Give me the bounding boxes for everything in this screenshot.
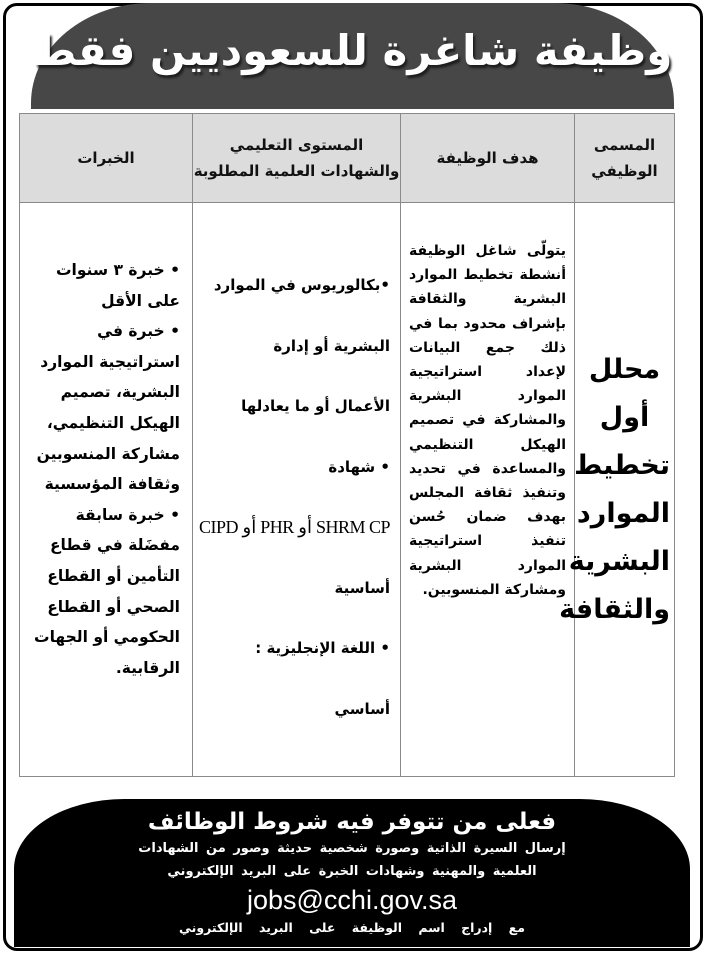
cell-experience: • خبرة ٣ سنوات على الأقل • خبرة في استراتيجية الموارد البشرية، تصميم الهيكل التنظيمي، مشاركة المنسوبين وثقافة المؤسسية • خبرة سابقة مفضَلة في قطاع التأمين أو القطاع الصحي أو القطاع الحكومي أو الجهات الرقابية. bbox=[20, 203, 193, 777]
footer-banner bbox=[14, 799, 690, 947]
cell-job-title: محلل أول تخطيط الموارد البشرية والثقافة bbox=[575, 203, 675, 777]
title-banner bbox=[31, 3, 674, 109]
cell-education: •بكالوريوس في الموارد البشرية أو إدارة الأعمال أو ما يعادلها • شهادة SHRM CP أو PHR أو CIPD أساسية • اللغة الإنجليزية : أساسي bbox=[193, 203, 401, 777]
page-title: وظيفة شاغرة للسعوديين فقط bbox=[32, 26, 673, 75]
header-job-title: المسمى الوظيفي bbox=[575, 114, 675, 203]
table-row bbox=[20, 203, 675, 777]
footer-instructions-line-3: مع إدراج اسم الوظيفة على البريد الإلكتروني bbox=[179, 920, 525, 935]
footer-instructions-line-2: العلمية والمهنية وشهادات الخبرة على البريد الإلكتروني bbox=[167, 864, 537, 879]
table-header-row bbox=[20, 114, 675, 203]
footer-heading: فعلى من تتوفر فيه شروط الوظائف bbox=[147, 809, 557, 835]
header-job-goal: هدف الوظيفة bbox=[401, 114, 575, 203]
header-experience: الخبرات bbox=[20, 114, 193, 203]
job-table bbox=[19, 113, 675, 777]
header-education: المستوى التعليمي والشهادات العلمية المطلوبة bbox=[193, 114, 401, 203]
application-email-link[interactable]: jobs@cchi.gov.sa bbox=[246, 885, 457, 915]
footer-instructions-line-1: إرسال السيرة الذاتية وصورة شخصية حديثة وصور من الشهادات bbox=[138, 841, 566, 856]
cell-job-goal: يتولّى شاغل الوظيفة أنشطة تخطيط الموارد البشرية والثقافة بإشراف محدود بما في ذلك جمع البيانات لإعداد استراتيجية الموارد البشرية والمشاركة في تصميم الهيكل التنظيمي والمساعدة في تحديد وتنفيذ ثقافة المجلس بهدف ضمان حُسن تنفيذ استراتيجية الموارد البشرية ومشاركة المنسوبين. bbox=[401, 203, 575, 777]
